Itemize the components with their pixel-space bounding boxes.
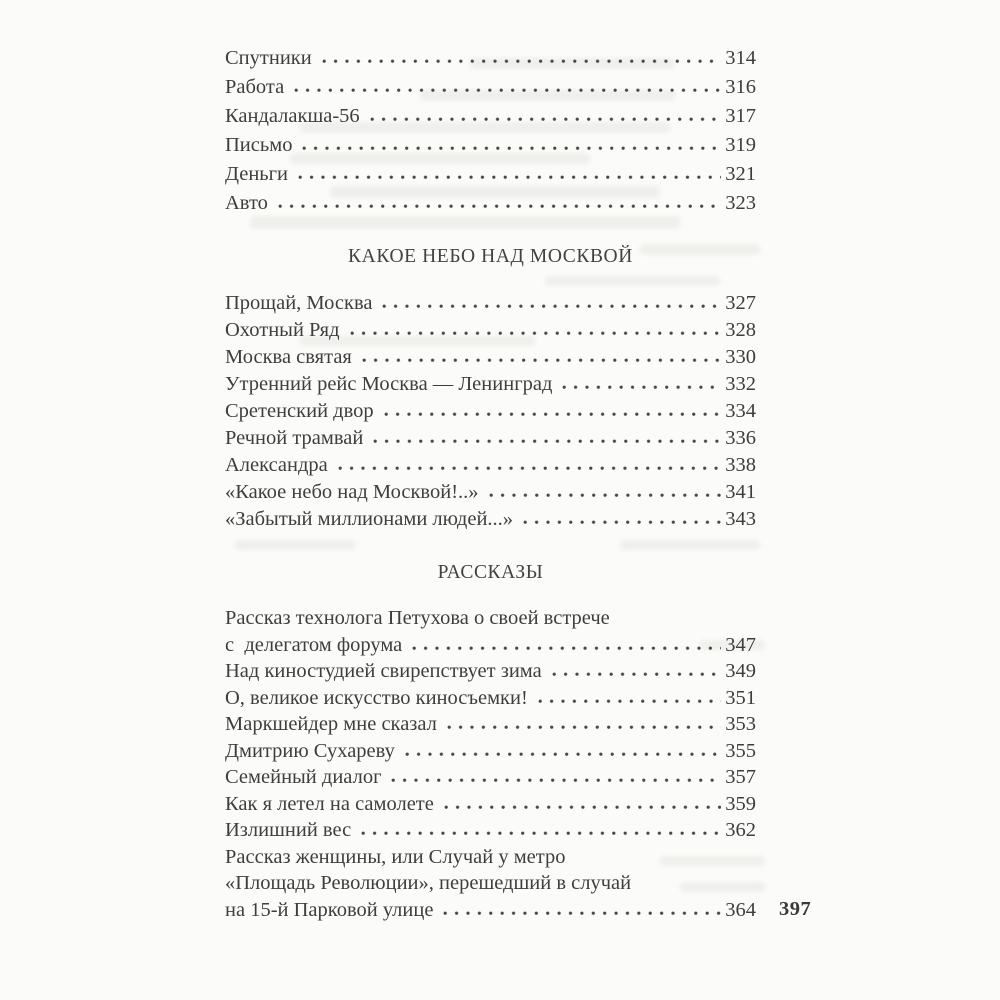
- toc-entry-title: Рассказ технолога Петухова о своей встрече: [225, 607, 610, 629]
- dot-leader: [370, 116, 722, 122]
- toc-entry-title: Спутники: [225, 47, 312, 69]
- dot-leader: [384, 411, 722, 417]
- toc-entry-title: О, великое искусство киносъемки!: [225, 686, 528, 709]
- toc-entry: [225, 452, 756, 479]
- toc-entry-page: 316: [725, 76, 756, 98]
- section-heading: РАССКАЗЫ: [437, 562, 544, 583]
- toc-entry-title: с делегатом форума: [225, 633, 403, 656]
- toc-entry-title: Излишний вес: [225, 819, 352, 841]
- toc-entry-title: Прощай, Москва: [225, 292, 373, 314]
- toc-entry: [225, 344, 756, 371]
- toc-entry: [225, 658, 756, 685]
- toc-entry-page: 357: [725, 766, 756, 788]
- toc-entry-page: 341: [725, 481, 756, 503]
- toc-entry-title: «Забытый миллионами людей...»: [225, 508, 514, 530]
- toc-entry-title: Семейный диалог: [225, 766, 382, 788]
- toc-entry-title: «Какое небо над Москвой!..»: [225, 481, 479, 503]
- toc-entry-title: Охотный Ряд: [225, 319, 340, 341]
- dot-leader: [443, 910, 721, 916]
- toc-entry-title: Деньги: [225, 163, 289, 185]
- toc-entry-page: 332: [725, 373, 756, 395]
- toc-entry: [225, 506, 756, 533]
- dot-leader: [373, 438, 721, 444]
- toc-entry: [225, 102, 756, 131]
- toc-entry-title: Александра: [225, 454, 328, 476]
- toc-entry-title: Москва святая: [225, 346, 352, 368]
- table-of-contents: [225, 44, 756, 923]
- toc-section-1: [225, 44, 756, 218]
- toc-entry-page: 353: [725, 713, 756, 735]
- toc-entry: [225, 44, 756, 73]
- dot-leader: [350, 330, 722, 336]
- toc-entry-page: 362: [725, 819, 756, 841]
- toc-entry: [225, 189, 756, 218]
- toc-entry-title: Утренний рейс Москва — Ленинград: [225, 373, 553, 395]
- toc-entry-title: Дмитрию Сухареву: [225, 739, 395, 762]
- toc-entry-title: Речной трамвай: [225, 427, 364, 449]
- toc-entry: [225, 290, 756, 317]
- dot-leader: [302, 145, 721, 151]
- dot-leader: [538, 698, 721, 704]
- toc-entry-title: Сретенский двор: [225, 400, 374, 422]
- toc-entry-page: 319: [725, 134, 756, 156]
- dot-leader: [523, 519, 721, 525]
- toc-entry: [225, 764, 756, 791]
- toc-entry-page: 334: [725, 400, 756, 422]
- toc-entry: [225, 685, 756, 712]
- toc-entry-line: [225, 605, 756, 632]
- toc-entry: [225, 817, 756, 844]
- toc-entry-page: 330: [725, 346, 756, 368]
- toc-entry: [225, 317, 756, 344]
- toc-entry-title: «Площадь Революции», перешедший в случай: [225, 872, 632, 894]
- toc-entry: [225, 131, 756, 160]
- dot-leader: [278, 203, 721, 209]
- toc-entry-title: на 15-й Парковой улице: [225, 898, 434, 921]
- dot-leader: [552, 671, 722, 677]
- toc-entry: [225, 160, 756, 189]
- toc-entry-title: Маркшейдер мне сказал: [225, 713, 437, 735]
- toc-entry-title: Кандалакша-56: [225, 105, 360, 127]
- toc-entry-page: 351: [725, 686, 756, 709]
- toc-entry: [225, 479, 756, 506]
- toc-entry-page: 328: [725, 319, 756, 341]
- dot-leader: [489, 492, 722, 498]
- dot-leader: [294, 87, 721, 93]
- toc-entry-page: 321: [725, 163, 756, 185]
- toc-entry: [225, 398, 756, 425]
- toc-entry-line: [225, 870, 756, 897]
- dot-leader: [338, 465, 721, 471]
- toc-entry-page: 364: [725, 898, 756, 921]
- dot-leader: [447, 724, 721, 730]
- dot-leader: [412, 645, 721, 651]
- page-number-folio: 397: [779, 898, 812, 920]
- toc-entry-page: 338: [725, 454, 756, 476]
- toc-entry-title: Работа: [225, 76, 285, 98]
- toc-entry-title: Авто: [225, 192, 268, 214]
- toc-entry: [225, 711, 756, 738]
- toc-entry-page: 317: [725, 105, 756, 127]
- toc-entry: [225, 632, 756, 659]
- toc-entry-page: 355: [725, 739, 756, 762]
- toc-entry-title: Над киностудией свирепствует зима: [225, 660, 542, 682]
- toc-entry: [225, 425, 756, 452]
- dot-leader: [382, 303, 721, 309]
- toc-entry-title: Рассказ женщины, или Случай у метро: [225, 845, 566, 868]
- toc-entry: [225, 738, 756, 765]
- section-heading: КАКОЕ НЕБО НАД МОСКВОЙ: [348, 246, 633, 267]
- toc-entry-page: 323: [725, 192, 756, 214]
- toc-entry-page: 314: [725, 47, 756, 69]
- dot-leader: [562, 384, 721, 390]
- toc-entry: [225, 371, 756, 398]
- toc-entry-page: 347: [725, 633, 756, 656]
- toc-entry-title: Письмо: [225, 134, 293, 156]
- dot-leader: [391, 777, 721, 783]
- dot-leader: [298, 174, 721, 180]
- dot-leader: [444, 804, 721, 810]
- dot-leader: [362, 357, 721, 363]
- toc-entry-page: 336: [725, 427, 756, 449]
- toc-entry: [225, 791, 756, 818]
- toc-entry: [225, 897, 756, 924]
- toc-section-2: [225, 290, 756, 533]
- toc-entry-page: 359: [725, 792, 756, 815]
- toc-entry: [225, 73, 756, 102]
- toc-entry-page: 349: [725, 660, 756, 682]
- toc-entry-page: 343: [725, 508, 756, 530]
- dot-leader: [405, 751, 721, 757]
- toc-section-3: [225, 605, 756, 923]
- toc-entry-page: 327: [725, 292, 756, 314]
- dot-leader: [322, 58, 722, 64]
- toc-entry-line: [225, 844, 756, 871]
- dot-leader: [361, 830, 721, 836]
- toc-entry-title: Как я летел на самолете: [225, 792, 434, 815]
